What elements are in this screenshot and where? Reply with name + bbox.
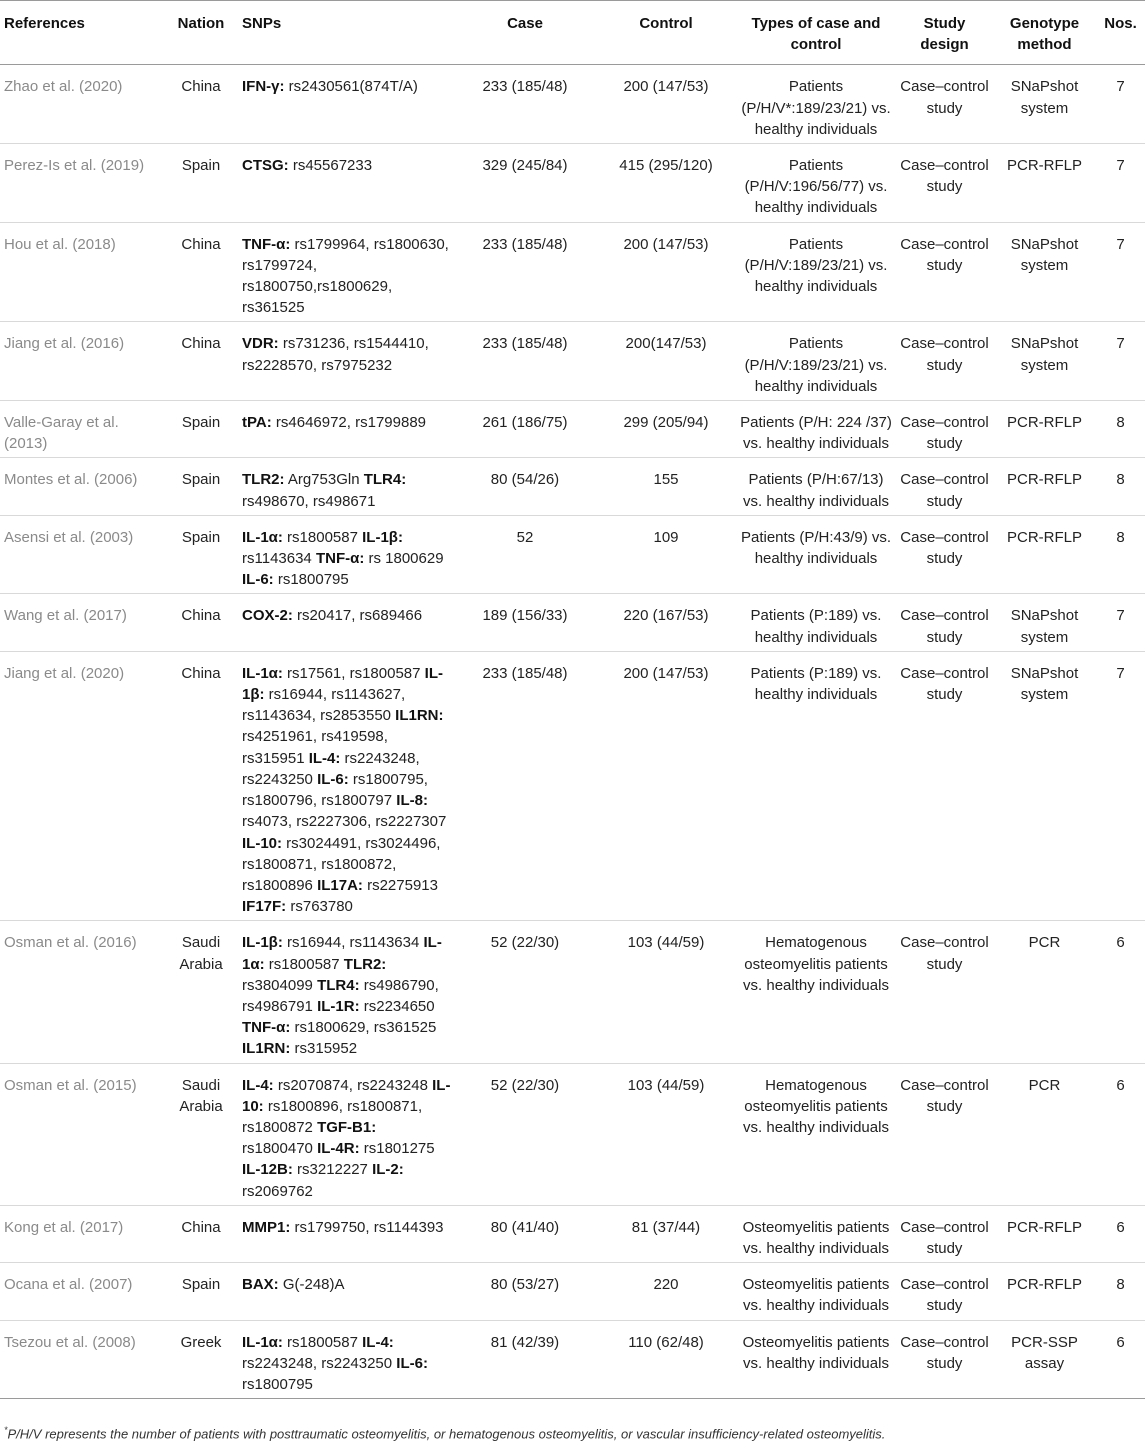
table-row — [0, 1320, 1145, 1399]
snp-ids: rs3212227 — [292, 1161, 373, 1179]
snps-cell — [239, 651, 454, 920]
snp-ids: rs2234650 — [359, 997, 435, 1015]
study-design-cell: Case–control study — [900, 664, 989, 704]
snp-gene-label: TNF-α: — [242, 1019, 291, 1037]
snp-gene-label: IL-1R: — [317, 997, 360, 1015]
genotype-method-cell: SNaPshot system — [1010, 78, 1079, 117]
snp-gene-label: TLR4: — [363, 471, 407, 489]
snp-gene-label: IL-4: — [362, 1333, 394, 1351]
snp-gene-label: tPA: — [242, 414, 272, 432]
snp-ids: rs2069762 — [242, 1182, 313, 1200]
snps-cell — [239, 921, 454, 1063]
snp-gene-label: MMP1: — [242, 1218, 291, 1236]
snp-gene-label: IL-2: — [372, 1161, 404, 1179]
reference-cell: Osman et al. (2016) — [4, 934, 137, 952]
study-design-cell: Case–control study — [900, 414, 989, 453]
nos-cell: 6 — [1116, 1076, 1125, 1094]
genotype-method-cell: PCR-RFLP — [1006, 471, 1082, 489]
nation-cell: China — [181, 78, 221, 96]
snp-ids: rs4986790, rs4986791 — [242, 976, 439, 1015]
study-design-cell: Case–control study — [900, 157, 989, 196]
types-cell: Osteomyelitis patients vs. healthy individuals — [742, 1276, 890, 1315]
table-row — [0, 1063, 1145, 1205]
snp-gene-label: IL-6: — [396, 1354, 428, 1372]
snp-ids: rs1799750, rs1144393 — [290, 1218, 444, 1236]
case-cell: 80 (53/27) — [490, 1276, 560, 1294]
reference-cell: Valle-Garay et al. (2013) — [4, 414, 119, 453]
table-row — [0, 144, 1145, 223]
snp-ids: rs3804099 — [242, 976, 318, 994]
case-cell: 233 (185/48) — [482, 335, 568, 353]
genotype-method-cell: PCR-RFLP — [1006, 157, 1082, 175]
study-design-cell: Case–control study — [900, 1218, 989, 1257]
genotype-method-cell: PCR — [1028, 934, 1061, 952]
snp-gene-label: IL-8: — [396, 792, 428, 810]
snp-gene-label: IL-1α: — [242, 528, 283, 546]
study-design-cell: Case–control study — [900, 1076, 989, 1115]
snp-gene-label: IL-6: — [317, 770, 349, 788]
nos-cell: 8 — [1116, 1276, 1125, 1294]
snp-ids: rs1800587 — [264, 955, 344, 973]
snp-gene-label: IFN-γ: — [242, 78, 285, 96]
case-cell: 329 (245/84) — [482, 157, 568, 175]
snp-gene-label: IF17F: — [242, 898, 287, 916]
reference-cell: Ocana et al. (2007) — [4, 1276, 133, 1294]
table-row — [0, 222, 1145, 322]
control-cell: 299 (205/94) — [623, 414, 709, 432]
snp-gene-label: IL-4: — [308, 749, 341, 767]
table-row — [0, 401, 1145, 458]
snp-gene-label: IL-1α: — [242, 664, 283, 682]
header-case: Case — [454, 1, 596, 65]
nos-cell: 7 — [1116, 78, 1125, 96]
types-cell: Patients (P/H/V:189/23/21) vs. healthy individuals — [744, 235, 888, 296]
snp-gene-label: IL-10: — [242, 834, 283, 852]
snp-gene-label: COX-2: — [242, 607, 293, 625]
snp-ids: rs1800470 — [242, 1140, 318, 1158]
snp-ids: rs4646972, rs1799889 — [271, 414, 427, 432]
case-cell: 52 (22/30) — [490, 934, 560, 952]
nation-cell: China — [181, 335, 221, 353]
header-references: References — [0, 1, 163, 65]
nation-cell: China — [181, 607, 221, 625]
reference-cell: Jiang et al. (2020) — [4, 664, 125, 682]
snp-ids: rs2070874, rs2243248 — [273, 1076, 433, 1094]
nation-cell: Spain — [181, 157, 221, 175]
snp-ids: rs2430561(874T/A) — [284, 78, 418, 96]
snps-cell — [239, 322, 454, 401]
table-row — [0, 921, 1145, 1063]
genotype-method-cell: SNaPshot system — [1010, 235, 1079, 274]
snp-gene-label: IL-4: — [242, 1076, 274, 1094]
control-cell: 200 (147/53) — [623, 664, 709, 682]
footnote-marker: * — [4, 1425, 8, 1435]
study-design-cell: Case–control study — [900, 528, 989, 568]
nation-cell: Spain — [181, 414, 221, 432]
study-design-cell: Case–control study — [900, 1333, 989, 1372]
genotype-method-cell: PCR-RFLP — [1006, 1276, 1082, 1294]
case-cell: 261 (186/75) — [482, 414, 568, 432]
snps-cell — [239, 1263, 454, 1320]
types-cell: Osteomyelitis patients vs. healthy individuals — [742, 1333, 890, 1372]
header-nation: Nation — [163, 1, 239, 65]
nos-cell: 7 — [1116, 335, 1125, 353]
header-nos: Nos. — [1096, 1, 1145, 65]
header-row — [0, 1, 1145, 65]
case-cell: 233 (185/48) — [482, 78, 568, 96]
reference-cell: Kong et al. (2017) — [4, 1218, 124, 1236]
snp-gene-label: TLR2: — [242, 471, 285, 489]
snp-ids: rs16944, rs1143634 — [282, 934, 424, 952]
control-cell: 200(147/53) — [625, 335, 707, 353]
table-row — [0, 1205, 1145, 1262]
study-design-cell: Case–control study — [900, 934, 989, 973]
types-cell: Patients (P/H:43/9) vs. healthy individuals — [740, 528, 892, 568]
snp-gene-label: VDR: — [242, 335, 279, 353]
nos-cell: 6 — [1116, 934, 1125, 952]
snp-gene-label: IL-12B: — [242, 1161, 293, 1179]
genotype-method-cell: SNaPshot system — [1010, 607, 1079, 646]
types-cell: Patients (P:189) vs. healthy individuals — [750, 607, 882, 646]
snp-ids: rs1800587 — [282, 1333, 363, 1351]
reference-cell: Wang et al. (2017) — [4, 607, 127, 625]
snp-gene-label: IL-10: — [242, 1076, 451, 1115]
case-cell: 52 — [516, 528, 534, 546]
case-cell: 189 (156/33) — [482, 607, 568, 625]
snp-ids: rs731236, rs1544410, rs2228570, rs7975232 — [242, 335, 429, 374]
snps-cell — [239, 515, 454, 594]
study-design-cell: Case–control study — [900, 235, 989, 274]
header-control: Control — [596, 1, 736, 65]
control-cell: 81 (37/44) — [631, 1218, 701, 1236]
header-types: Types of case and control — [736, 1, 896, 65]
case-cell: 233 (185/48) — [482, 235, 568, 253]
snps-cell — [239, 65, 454, 144]
snp-gene-label: CTSG: — [242, 157, 289, 175]
nation-cell: Spain — [181, 471, 221, 489]
control-cell: 155 — [653, 471, 679, 489]
nation-cell: China — [181, 1218, 221, 1236]
snp-gene-label: BAX: — [242, 1276, 279, 1294]
header-snps: SNPs — [239, 1, 454, 65]
snp-ids: rs498670, rs498671 — [242, 492, 376, 510]
snp-gene-label: TNF-α: — [242, 235, 291, 253]
table-row — [0, 651, 1145, 920]
genotype-method-cell: PCR-SSP assay — [1011, 1333, 1078, 1372]
nation-cell: Saudi Arabia — [179, 934, 223, 973]
snp-ids: rs17561, rs1800587 — [282, 664, 425, 682]
snp-gene-label: IL-1α: — [242, 1333, 283, 1351]
control-cell: 200 (147/53) — [623, 78, 709, 96]
study-design-cell: Case–control study — [900, 471, 989, 510]
snps-cell — [239, 1320, 454, 1399]
snp-ids: rs1800795, rs1800796, rs1800797 — [242, 770, 428, 810]
genotype-method-cell: PCR-RFLP — [1006, 528, 1082, 546]
snps-cell — [239, 1063, 454, 1205]
table-row — [0, 1263, 1145, 1320]
study-design-cell: Case–control study — [900, 335, 989, 374]
nation-cell: Spain — [181, 1276, 221, 1294]
snps-cell — [239, 144, 454, 223]
nation-cell: Spain — [181, 528, 221, 546]
table-row — [0, 458, 1145, 515]
reference-cell: Asensi et al. (2003) — [4, 528, 134, 546]
case-cell: 80 (41/40) — [490, 1218, 560, 1236]
snps-cell — [239, 594, 454, 651]
snp-gene-label: IL17A: — [317, 876, 363, 894]
snp-ids: rs1800795 — [273, 571, 349, 589]
snp-ids: rs2275913 — [362, 876, 438, 894]
snp-ids: rs4251961, rs419598, rs315951 — [242, 728, 388, 767]
study-design-cell: Case–control study — [900, 1276, 989, 1315]
snp-gene-label: IL-1β: — [242, 664, 443, 704]
snp-gene-label: TLR4: — [317, 976, 360, 994]
snp-ids: rs315952 — [290, 1040, 358, 1058]
snp-ids: rs1800795 — [242, 1375, 313, 1393]
table-row — [0, 594, 1145, 651]
case-cell: 52 (22/30) — [490, 1076, 560, 1094]
snp-gene-label: IL-1β: — [242, 934, 283, 952]
control-cell: 103 (44/59) — [627, 1076, 705, 1094]
table-row — [0, 515, 1145, 594]
snp-ids: rs45567233 — [288, 157, 373, 175]
snps-cell — [239, 458, 454, 515]
snp-ids: Arg753Gln — [284, 471, 364, 489]
control-cell: 110 (62/48) — [628, 1333, 704, 1351]
snp-ids: rs2243248, rs2243250 — [242, 1354, 397, 1372]
study-design-cell: Case–control study — [900, 607, 989, 646]
reference-cell: Perez-Is et al. (2019) — [4, 157, 145, 175]
reference-cell: Osman et al. (2015) — [4, 1076, 137, 1094]
genotype-method-cell: SNaPshot system — [1010, 335, 1079, 374]
snp-ids: rs1800629, rs361525 — [290, 1019, 437, 1037]
types-cell: Hematogenous osteomyelitis patients vs. healthy individuals — [743, 1076, 889, 1136]
snp-ids: rs4073, rs2227306, rs2227307 — [242, 813, 447, 831]
snp-gene-label: IL-1α: — [242, 934, 442, 973]
snp-ids: rs20417, rs689466 — [292, 607, 423, 625]
types-cell: Osteomyelitis patients vs. healthy individuals — [742, 1218, 890, 1257]
header-genotype-method: Genotype method — [993, 1, 1096, 65]
genotype-method-cell: PCR-RFLP — [1006, 1218, 1082, 1236]
snp-ids: rs 1800629 — [364, 550, 444, 568]
header-study-design: Study design — [896, 1, 993, 65]
nos-cell: 7 — [1116, 607, 1125, 625]
nation-cell: Saudi Arabia — [179, 1076, 223, 1115]
snp-ids: G(-248)A — [278, 1276, 345, 1294]
nation-cell: Greek — [180, 1333, 222, 1351]
reference-cell: Hou et al. (2018) — [4, 235, 116, 253]
case-cell: 81 (42/39) — [490, 1333, 560, 1351]
control-cell: 220 — [653, 1276, 679, 1294]
snp-ids: rs3024491, rs3024496, rs1800871, rs1800872, rs1800896 — [242, 834, 441, 894]
snp-ids: rs2243248, rs2243250 — [242, 749, 420, 788]
snp-ids: rs1143634 — [242, 550, 316, 568]
snp-ids: rs1799964, rs1800630, rs1799724, rs1800750,rs1800629, rs361525 — [242, 235, 449, 317]
snp-gene-label: IL1RN: — [242, 1040, 291, 1058]
snp-gene-label: TNF-α: — [315, 550, 365, 568]
types-cell: Patients (P/H/V*:189/23/21) vs. healthy individuals — [741, 78, 891, 138]
snp-gene-label: IL-4R: — [317, 1140, 360, 1158]
snp-gene-label: TGF-B1: — [317, 1118, 377, 1136]
snps-cell — [239, 222, 454, 322]
reference-cell: Jiang et al. (2016) — [4, 335, 125, 353]
snp-ids: rs1800896, rs1800871, rs1800872 — [242, 1097, 423, 1136]
nation-cell: China — [181, 235, 221, 253]
control-cell: 220 (167/53) — [623, 607, 709, 625]
table-row — [0, 65, 1145, 144]
nation-cell: China — [181, 664, 221, 682]
snp-gene-label: IL-6: — [242, 571, 274, 589]
genotype-method-cell: PCR — [1028, 1076, 1061, 1094]
nos-cell: 7 — [1116, 157, 1125, 175]
table-footnote — [4, 1425, 1139, 1441]
snps-cell — [239, 401, 454, 458]
types-cell: Hematogenous osteomyelitis patients vs. healthy individuals — [743, 934, 889, 994]
case-cell: 233 (185/48) — [482, 664, 568, 682]
types-cell: Patients (P:189) vs. healthy individuals — [750, 664, 882, 704]
nos-cell: 7 — [1116, 664, 1125, 682]
snp-gene-label: TLR2: — [343, 955, 387, 973]
footnote-text: P/H/V represents the number of patients with posttraumatic osteomyelitis, or hematogenous osteomyelitis, or vascular insufficiency-related osteomyelitis. — [7, 1426, 886, 1442]
snps-cell — [239, 1205, 454, 1262]
snp-gene-label: IL-1β: — [362, 528, 403, 546]
types-cell: Patients (P/H/V:196/56/77) vs. healthy individuals — [744, 157, 888, 217]
nos-cell: 7 — [1116, 235, 1125, 253]
snp-ids: rs763780 — [286, 898, 353, 916]
nos-cell: 6 — [1116, 1333, 1125, 1351]
reference-cell: Montes et al. (2006) — [4, 471, 138, 489]
snp-ids: rs1800587 — [282, 528, 363, 546]
reference-cell: Tsezou et al. (2008) — [4, 1333, 136, 1351]
types-cell: Patients (P/H:67/13) vs. healthy individuals — [743, 471, 889, 510]
control-cell: 109 — [653, 528, 679, 546]
snp-gene-label: IL1RN: — [395, 707, 444, 725]
nos-cell: 8 — [1116, 528, 1125, 546]
table-row — [0, 322, 1145, 401]
nos-cell: 8 — [1116, 414, 1125, 432]
case-cell: 80 (54/26) — [490, 471, 560, 489]
control-cell: 415 (295/120) — [619, 157, 713, 175]
snp-ids: rs1801275 — [359, 1140, 435, 1158]
snp-ids: rs16944, rs1143627, rs1143634, rs2853550 — [242, 686, 406, 725]
types-cell: Patients (P/H: 224 /37) vs. healthy individuals — [740, 414, 892, 453]
reference-cell: Zhao et al. (2020) — [4, 78, 123, 96]
genotype-method-cell: SNaPshot system — [1010, 664, 1079, 704]
types-cell: Patients (P/H/V:189/23/21) vs. healthy individuals — [744, 335, 888, 395]
study-design-cell: Case–control study — [900, 78, 989, 117]
control-cell: 103 (44/59) — [627, 934, 705, 952]
nos-cell: 6 — [1116, 1218, 1125, 1236]
control-cell: 200 (147/53) — [623, 235, 709, 253]
nos-cell: 8 — [1116, 471, 1125, 489]
genotype-method-cell: PCR-RFLP — [1006, 414, 1082, 432]
